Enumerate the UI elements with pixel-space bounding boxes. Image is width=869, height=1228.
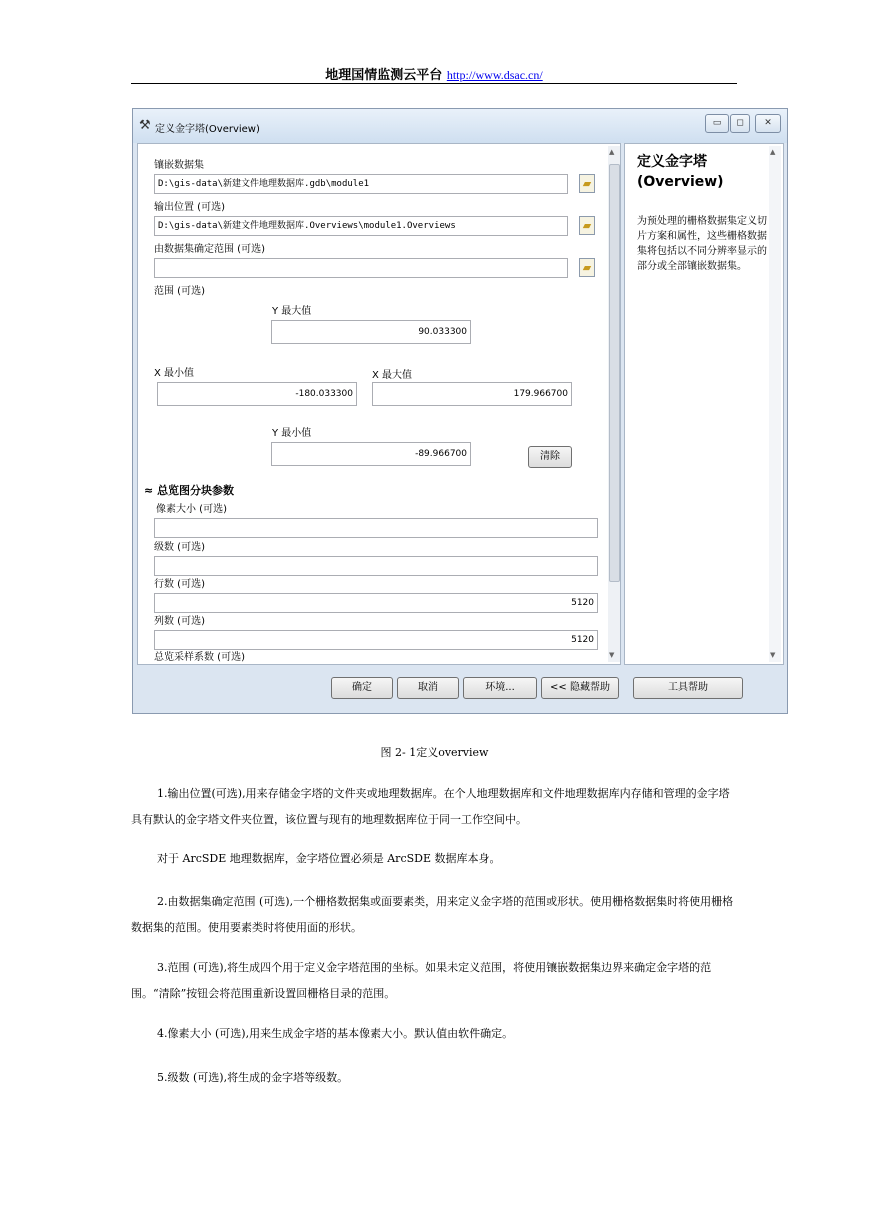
scroll-up-icon: ▲ [770, 148, 776, 156]
sampling-factor-label: 总览采样系数 (可选) [154, 652, 245, 663]
help-pane [624, 143, 784, 665]
folder-icon: ▰ [582, 219, 592, 232]
xmax-input[interactable]: 179.966700 [372, 382, 572, 406]
scrollbar-thumb[interactable] [609, 164, 620, 582]
site-title: 地理国情监测云平台 [325, 68, 443, 83]
paragraph: 1.输出位置(可选),用来存储金字塔的文件夹或地理数据库。在个人地理数据库和文件地理数据库内存储和管理的金字塔具有默认的金字塔文件夹位置，该位置与现有的地理数据库位于同一工作空间中。 [131, 787, 730, 826]
ymin-input[interactable]: -89.966700 [271, 442, 471, 466]
output-location-input[interactable]: D:\gis-data\新建文件地理数据库.Overviews\module1.Overviews [154, 216, 568, 236]
output-location-label: 输出位置 (可选) [154, 202, 225, 213]
figure-caption: 图 2- 1定义overview [380, 746, 489, 759]
columns-label: 列数 (可选) [154, 616, 205, 627]
ymax-input[interactable]: 90.033300 [271, 320, 471, 344]
site-link[interactable]: http://www.dsac.cn/ [446, 68, 543, 82]
rows-label: 行数 (可选) [154, 579, 205, 590]
cancel-button[interactable]: 取消 [397, 677, 459, 699]
columns-input[interactable]: 5120 [154, 630, 598, 650]
folder-icon: ▰ [582, 261, 592, 274]
mosaic-dataset-input[interactable]: D:\gis-data\新建文件地理数据库.gdb\module1 [154, 174, 568, 194]
mosaic-dataset-label: 镶嵌数据集 [154, 160, 204, 171]
extent-from-dataset-label: 由数据集确定范围 (可选) [154, 244, 265, 255]
ymax-label: Y 最大值 [272, 306, 312, 317]
folder-browse-button[interactable] [579, 216, 595, 235]
environments-button[interactable]: 环境... [463, 677, 537, 699]
clear-button[interactable]: 清除 [528, 446, 572, 468]
ok-button[interactable]: 确定 [331, 677, 393, 699]
xmin-label: X 最小值 [154, 368, 195, 379]
tool-help-button[interactable]: 工具帮助 [633, 677, 743, 699]
pixel-size-input[interactable] [154, 518, 598, 538]
tiling-section-header[interactable] [144, 482, 234, 498]
hide-help-button[interactable]: << 隐藏帮助 [541, 677, 619, 699]
collapse-icon: ≈ [144, 484, 154, 497]
pixel-size-label: 像素大小 (可选) [156, 504, 227, 515]
levels-label: 级数 (可选) [154, 542, 205, 553]
xmin-input[interactable]: -180.033300 [157, 382, 357, 406]
xmax-label: X 最大值 [372, 370, 413, 381]
paragraph: 5.级数 (可选),将生成的金字塔等级数。 [157, 1071, 349, 1084]
header-rule [131, 83, 737, 84]
minimize-button[interactable] [705, 114, 729, 133]
paragraph: 4.像素大小 (可选),用来生成金字塔的基本像素大小。默认值由软件确定。 [157, 1027, 514, 1040]
paragraph: 2.由数据集确定范围 (可选),一个栅格数据集或面要素类，用来定义金字塔的范围或形状。使用栅格数据集时将使用栅格数据集的范围。使用要素类时将使用面的形状。 [131, 895, 734, 934]
help-scrollbar[interactable] [769, 146, 781, 662]
dialog-title: 定义金字塔(Overview) [155, 124, 260, 135]
minimize-icon: ▭ [712, 118, 722, 128]
scroll-down-icon: ▼ [609, 651, 615, 659]
folder-browse-button[interactable] [579, 174, 595, 193]
rows-input[interactable]: 5120 [154, 593, 598, 613]
close-button[interactable] [755, 114, 781, 133]
page-header [131, 64, 737, 83]
restore-icon: ◻ [736, 118, 744, 128]
scroll-down-icon: ▼ [770, 651, 776, 659]
restore-button[interactable] [730, 114, 750, 133]
levels-input[interactable] [154, 556, 598, 576]
ymin-label: Y 最小值 [272, 428, 312, 439]
close-icon: ✕ [764, 118, 772, 128]
paragraph: 对于 ArcSDE 地理数据库，金字塔位置必须是 ArcSDE 数据库本身。 [157, 852, 501, 865]
parameters-scrollbar[interactable] [608, 146, 620, 662]
dialog-titlebar [133, 109, 787, 143]
tiling-section-title: 总览图分块参数 [157, 484, 235, 497]
folder-browse-button[interactable] [579, 258, 595, 277]
help-body: 为预处理的栅格数据集定义切片方案和属性，这些栅格数据集将包括以不同分辨率显示的部分或全部镶嵌数据集。 [637, 216, 767, 272]
parameters-pane [137, 143, 621, 665]
folder-icon: ▰ [582, 177, 592, 190]
scroll-up-icon: ▲ [609, 148, 615, 156]
paragraph: 3.范围 (可选),将生成四个用于定义金字塔范围的坐标。如果未定义范围，将使用镶嵌数据集边界来确定金字塔的范围。“清除”按钮会将范围重新设置回栅格目录的范围。 [131, 961, 712, 1000]
define-overview-dialog [132, 108, 788, 714]
dialog-button-bar [137, 665, 785, 709]
hammer-icon: ⚒ [139, 118, 151, 133]
help-title: 定义金字塔 (Overview) [637, 154, 724, 190]
extent-label: 范围 (可选) [154, 286, 205, 297]
extent-from-dataset-input[interactable] [154, 258, 568, 278]
